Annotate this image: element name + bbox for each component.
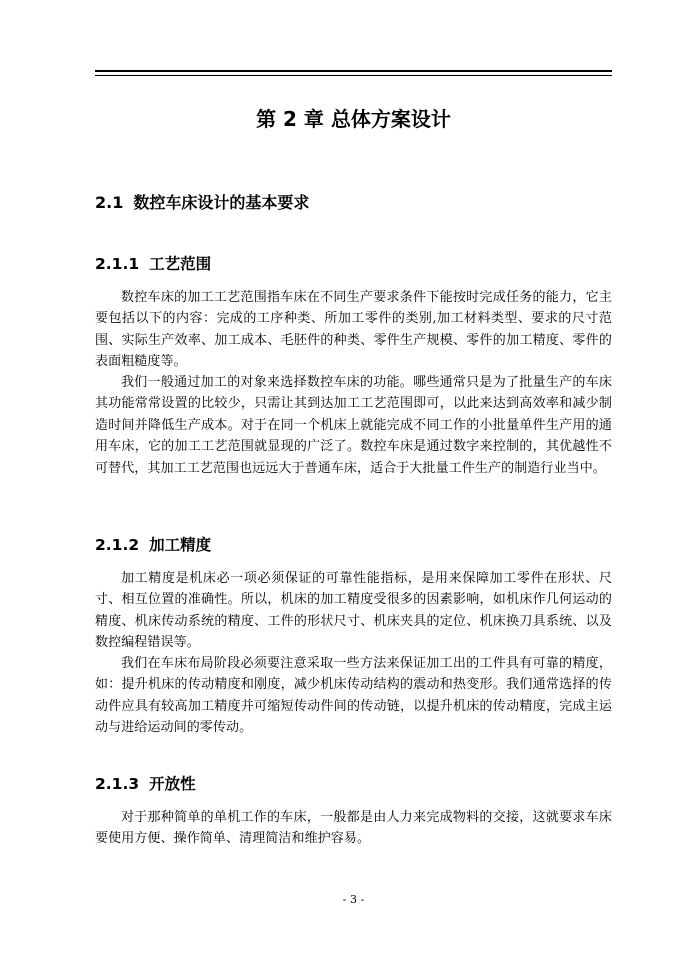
subsection-number: 2.1.2: [95, 536, 140, 554]
subsection-heading-2-1-2: [95, 533, 211, 555]
subsection-heading-2-1-1: [95, 252, 211, 274]
section-title: 数控车床设计的基本要求: [133, 193, 310, 212]
chapter-title: 第 2 章 总体方案设计: [256, 107, 451, 131]
subsection-title: 工艺范围: [149, 255, 212, 273]
section-heading-2-1: [95, 190, 309, 213]
paragraph: 加工精度是机床必一项必须保证的可靠性能指标，是用来保障加工零件在形状、尺寸、相互位置的准确性。所以，机床的加工精度受很多的因素影响，如机床作几何运动的精度、机床传动系统的精度、工件的形状尺寸、机床夹具的定位、机床换刀具系统、以及数控编程错误等。: [95, 571, 612, 651]
subsection-number: 2.1.1: [95, 255, 140, 273]
subsection-heading-2-1-3: [95, 772, 196, 794]
paragraph: 我们在车床布局阶段必须要注意采取一些方法来保证加工出的工件具有可靠的精度，如：提升机床的传动精度和刚度，减少机床传动结构的震动和热变形。我们通常选择的传动件应具有较高加工精度并可缩短传动件间的传动链，以提升机床的传动精度，完成主运动与进给运动间的零传动。: [95, 656, 612, 736]
paragraph: 对于那种简单的单机工作的车床，一般都是由人力来完成物料的交接，这就要求车床要使用方便、操作简单、清理简洁和维护容易。: [95, 810, 612, 847]
subsection-title: 开放性: [149, 775, 196, 793]
section-number: 2.1: [95, 193, 124, 212]
header-rule-thick: [95, 70, 612, 72]
paragraph: 数控车床的加工工艺范围指车床在不同生产要求条件下能按时完成任务的能力，它主要包括以下的内容：完成的工序种类、所加工零件的类别,加工材料类型、要求的尺寸范围、实际生产效率、加工成本、毛胚件的种类、零件生产规模、零件的加工精度、零件的表面粗糙度等。: [95, 290, 612, 370]
page-number: - 3 -: [342, 893, 365, 906]
subsection-number: 2.1.3: [95, 775, 140, 793]
header-rule-thin: [95, 75, 612, 76]
paragraph: 我们一般通过加工的对象来选择数控车床的功能。哪些通常只是为了批量生产的车床其功能常常设置的比较少，只需让其到达加工工艺范围即可，以此来达到高效率和减少制造时间并降低生产成本。对于在同一个机床上就能完成不同工作的小批量单件生产用的通用车床，它的加工工艺范围就显现的广泛了。数控车床是通过数字来控制的，其优越性不可替代，其加工工艺范围也远远大于普通车床，适合于大批量工件生产的制造行业当中。: [95, 375, 612, 476]
subsection-title: 加工精度: [149, 536, 212, 554]
